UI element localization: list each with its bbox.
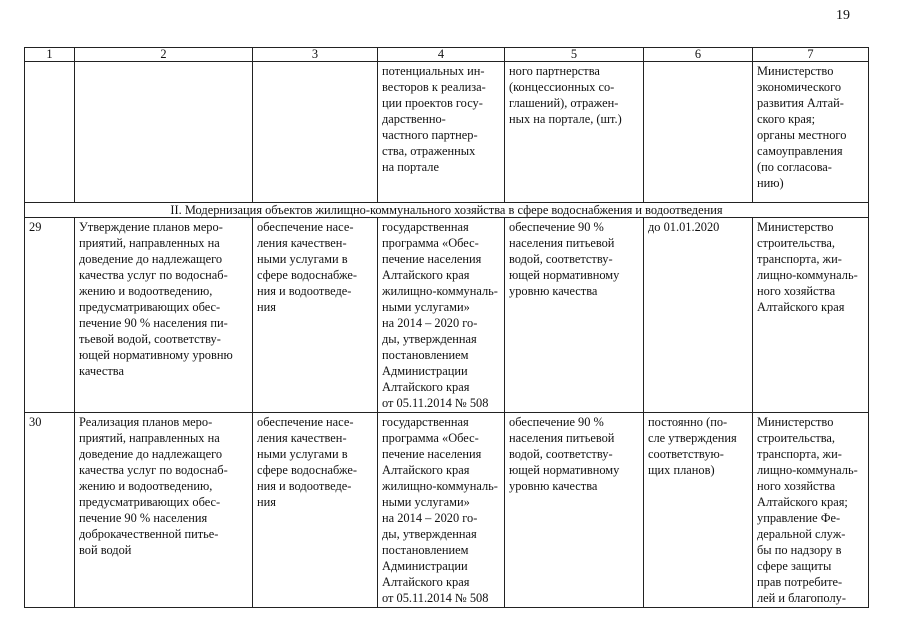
table-cell: Реализация планов меро- приятий, направленных на доведение до надлежащего качества услуг по водоснаб- жению и водоотведению, предусматривающих обес- печение 90 % населения доброкачественной питье- вой водой: [75, 413, 253, 608]
table-cell: Министерство строительства, транспорта, жи- лищно-коммуналь- ного хозяйства Алтайского края: [753, 218, 869, 413]
table-cell: [25, 62, 75, 203]
column-header: 4: [378, 48, 505, 62]
measures-table: [24, 47, 869, 608]
table-cell: [75, 62, 253, 203]
table-cell: ного партнерства (концессионных со- глашений), отражен- ных на портале, (шт.): [505, 62, 644, 203]
table-cell: [253, 62, 378, 203]
table-cell: государственная программа «Обес- печение населения Алтайского края жилищно-коммуналь- ными услугами» на 2014 – 2020 го- ды, утвержденная постановлением Администрации Алтайского края от 05.11.2014 № 508: [378, 413, 505, 608]
table-cell: обеспечение 90 % населения питьевой водой, соответству- ющей нормативному уровню качества: [505, 218, 644, 413]
table-cell: государственная программа «Обес- печение населения Алтайского края жилищно-коммуналь- ными услугами» на 2014 – 2020 го- ды, утвержденная постановлением Администрации Алтайского края от 05.11.2014 № 508: [378, 218, 505, 413]
row-number: 30: [25, 413, 75, 608]
column-header: 1: [25, 48, 75, 62]
row-number: 29: [25, 218, 75, 413]
table-cell: Утверждение планов меро- приятий, направленных на доведение до надлежащего качества услуг по водоснаб- жению и водоотведению, предусматривающих обес- печение 90 % населения пи- тьевой водой, соответству- ющей нормативному уровню качества: [75, 218, 253, 413]
column-header: 2: [75, 48, 253, 62]
table-cell: [644, 62, 753, 203]
column-header: 7: [753, 48, 869, 62]
table-cell: обеспечение насе- ления качествен- ными услугами в сфере водоснабже- ния и водоотведе- ния: [253, 413, 378, 608]
table-cell: обеспечение 90 % населения питьевой водой, соответству- ющей нормативному уровню качества: [505, 413, 644, 608]
table-cell: потенциальных ин- весторов к реализа- ции проектов госу- дарственно- частного партнер- ства, отраженных на портале: [378, 62, 505, 203]
table-cell: до 01.01.2020: [644, 218, 753, 413]
column-header: 5: [505, 48, 644, 62]
section-row: [25, 203, 869, 218]
table-cell: Министерство строительства, транспорта, жи- лищно-коммуналь- ного хозяйства Алтайского края; управление Фе- деральной служ- бы по надзору в сфере защиты прав потребите- лей и благополу-: [753, 413, 869, 608]
column-header-row: [25, 48, 869, 62]
continuation-row: [25, 62, 869, 203]
table-cell: обеспечение насе- ления качествен- ными услугами в сфере водоснабже- ния и водоотведе- ния: [253, 218, 378, 413]
table-row: [25, 413, 869, 608]
page-number: 19: [836, 8, 850, 23]
column-header: 6: [644, 48, 753, 62]
table-cell: Министерство экономического развития Алтай- ского края; органы местного самоуправления (по согласова- нию): [753, 62, 869, 203]
table-cell: постоянно (по- сле утверждения соответствую- щих планов): [644, 413, 753, 608]
table-row: [25, 218, 869, 413]
column-header: 3: [253, 48, 378, 62]
section-title: II. Модернизация объектов жилищно-коммунального хозяйства в сфере водоснабжения и водоотведения: [25, 203, 869, 218]
